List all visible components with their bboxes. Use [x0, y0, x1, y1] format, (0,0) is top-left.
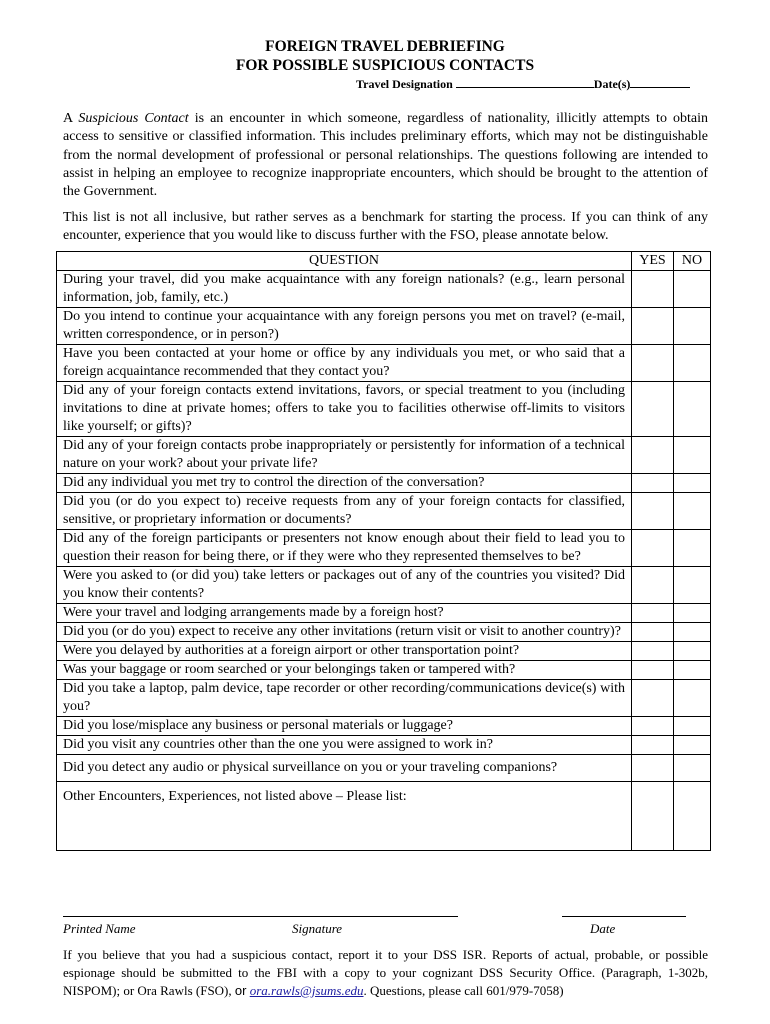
yes-answer-cell[interactable]: [632, 493, 674, 530]
no-answer-cell[interactable]: [673, 474, 710, 493]
yes-answer-cell[interactable]: [632, 736, 674, 755]
question-text: Have you been contacted at your home or office by any individuals you met, or who said that a foreign acquaintance recommended that they contact you?: [57, 345, 632, 382]
question-row: [57, 736, 711, 755]
question-text: Did you detect any audio or physical surveillance on you or your traveling companions?: [57, 755, 632, 782]
yes-answer-cell[interactable]: [632, 755, 674, 782]
questions-table: [56, 251, 711, 851]
yes-answer-cell[interactable]: [632, 567, 674, 604]
yes-answer-cell[interactable]: [632, 308, 674, 345]
no-answer-cell[interactable]: [673, 661, 710, 680]
no-answer-cell[interactable]: [673, 530, 710, 567]
no-answer-cell[interactable]: [673, 604, 710, 623]
yes-answer-cell[interactable]: [632, 437, 674, 474]
question-header: QUESTION: [57, 252, 632, 271]
question-row: [57, 382, 711, 437]
table-header-row: [57, 252, 711, 271]
no-answer-cell[interactable]: [673, 755, 710, 782]
footer-note: If you believe that you had a suspicious contact, report it to your DSS ISR. Reports of actual, probable, or possible espionage should be submitted to the FBI with a copy to your cognizant DSS Security Office. (Paragraph, 1-302b, NISPOM); or Ora Rawls (FSO), or ora.rawls@jsums.edu. Questions, please call 601/979-7058): [63, 947, 708, 998]
question-text: Did you take a laptop, palm device, tape recorder or other recording/communications device(s) with you?: [57, 680, 632, 717]
question-text: Did any of your foreign contacts probe inappropriately or persistently for information of a technical nature on your work? about your private life?: [57, 437, 632, 474]
yes-header: YES: [632, 252, 674, 271]
suspicious-contact-term: Suspicious Contact: [78, 111, 189, 126]
yes-answer-cell[interactable]: [632, 474, 674, 493]
yes-answer-cell[interactable]: [632, 642, 674, 661]
no-answer-cell[interactable]: [673, 382, 710, 437]
yes-answer-cell[interactable]: [632, 271, 674, 308]
no-answer-cell[interactable]: [673, 642, 710, 661]
question-row: [57, 530, 711, 567]
date-signature-line[interactable]: [562, 916, 686, 917]
question-row: [57, 474, 711, 493]
question-row: [57, 623, 711, 642]
yes-answer-cell[interactable]: [632, 345, 674, 382]
yes-answer-cell[interactable]: [632, 717, 674, 736]
no-answer-cell[interactable]: [673, 623, 710, 642]
yes-answer-cell[interactable]: [632, 530, 674, 567]
yes-answer-cell[interactable]: [632, 680, 674, 717]
question-row: [57, 567, 711, 604]
question-row: [57, 437, 711, 474]
no-answer-cell[interactable]: [673, 680, 710, 717]
question-row: [57, 308, 711, 345]
no-answer-cell[interactable]: [673, 308, 710, 345]
no-answer-cell[interactable]: [673, 782, 710, 851]
no-answer-cell[interactable]: [673, 736, 710, 755]
question-row: [57, 271, 711, 308]
date-label: Date: [590, 921, 616, 936]
dates-label: Date(s): [593, 77, 631, 91]
question-text: Did you lose/misplace any business or personal materials or luggage?: [57, 717, 632, 736]
question-text: Were you asked to (or did you) take letters or packages out of any of the countries you visited? Did you know their contents?: [57, 567, 632, 604]
yes-answer-cell[interactable]: [632, 382, 674, 437]
no-answer-cell[interactable]: [673, 437, 710, 474]
dates-field[interactable]: [630, 77, 690, 88]
travel-designation-label: Travel Designation: [356, 77, 453, 91]
intro-paragraph-1: A Suspicious Contact is an encounter in which someone, regardless of nationality, illicitly attempts to obtain access to sensitive or classified information. This includes preliminary efforts, which may not be distinguishable from the normal development of professional or personal relationships. The questions following are intended to assist in helping an employee to recognize inappropriate encounters, which should be brought to the attention of the Government.: [63, 111, 708, 200]
printed-name-label: Printed Name: [63, 921, 136, 936]
yes-answer-cell[interactable]: [632, 782, 674, 851]
question-text: Did you (or do you expect to) receive requests from any of your foreign contacts for classified, sensitive, or proprietary information or documents?: [57, 493, 632, 530]
other-encounters-row: [57, 782, 711, 851]
no-header: NO: [673, 252, 710, 271]
form-title-line1: FOREIGN TRAVEL DEBRIEFING: [265, 38, 505, 55]
question-text: Did you (or do you) expect to receive any other invitations (return visit or visit to another country)?: [57, 623, 632, 642]
question-text: Did any of the foreign participants or presenters not know enough about their field to lead you to question their reason for being there, or if they were who they represented themselves to be?: [57, 530, 632, 567]
no-answer-cell[interactable]: [673, 271, 710, 308]
yes-answer-cell[interactable]: [632, 661, 674, 680]
form-title-line2: FOR POSSIBLE SUSPICIOUS CONTACTS: [235, 57, 535, 74]
or-word: or: [234, 983, 247, 998]
question-row: [57, 642, 711, 661]
question-row: [57, 717, 711, 736]
name-signature-line[interactable]: [63, 916, 458, 917]
question-text: Were your travel and lodging arrangements made by a foreign host?: [57, 604, 632, 623]
question-text: Did any of your foreign contacts extend invitations, favors, or special treatment to you (including invitations to dine at private homes; offers to take you to facilities otherwise off-limits to visitors like yourself; or gifts)?: [57, 382, 632, 437]
travel-designation-row: [356, 77, 690, 92]
intro-paragraph-2: This list is not all inclusive, but rather serves as a benchmark for starting the process. If you can think of any encounter, experience that you would like to discuss further with the FSO, please annotate below.: [63, 210, 708, 244]
travel-designation-field[interactable]: [456, 77, 594, 88]
question-row: [57, 680, 711, 717]
no-answer-cell[interactable]: [673, 717, 710, 736]
question-text: Was your baggage or room searched or your belongings taken or tampered with?: [57, 661, 632, 680]
question-text: Do you intend to continue your acquaintance with any foreign persons you met on travel? (e-mail, written correspondence, or in person?): [57, 308, 632, 345]
question-row: [57, 345, 711, 382]
question-row: [57, 661, 711, 680]
question-text: Did you visit any countries other than the one you were assigned to work in?: [57, 736, 632, 755]
question-text: Were you delayed by authorities at a foreign airport or other transportation point?: [57, 642, 632, 661]
question-text: During your travel, did you make acquaintance with any foreign nationals? (e.g., learn personal information, job, family, etc.): [57, 271, 632, 308]
no-answer-cell[interactable]: [673, 567, 710, 604]
signature-label: Signature: [292, 921, 343, 936]
other-encounters-field[interactable]: Other Encounters, Experiences, not listed above – Please list:: [57, 782, 632, 851]
question-text: Did any individual you met try to control the direction of the conversation?: [57, 474, 632, 493]
question-row: [57, 755, 711, 782]
question-row: [57, 493, 711, 530]
fso-email-link[interactable]: ora.rawls@jsums.edu: [249, 983, 364, 998]
no-answer-cell[interactable]: [673, 493, 710, 530]
yes-answer-cell[interactable]: [632, 623, 674, 642]
question-row: [57, 604, 711, 623]
no-answer-cell[interactable]: [673, 345, 710, 382]
yes-answer-cell[interactable]: [632, 604, 674, 623]
